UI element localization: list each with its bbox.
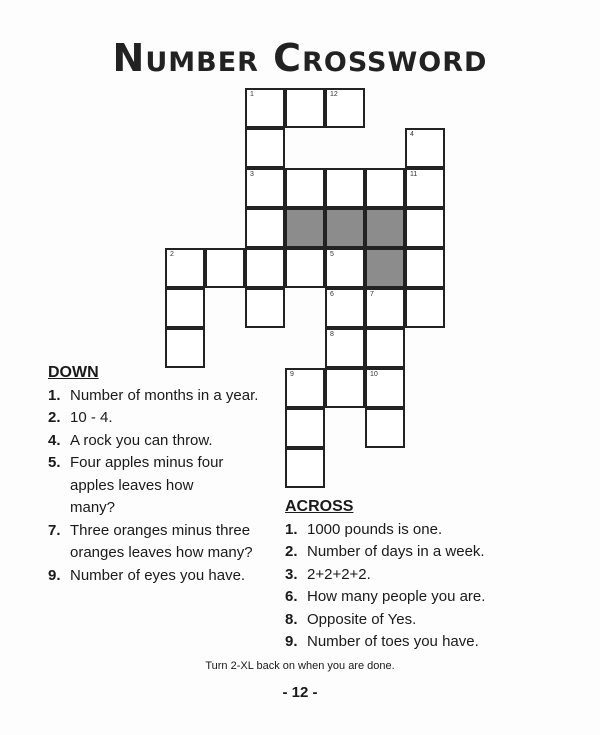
crossword-cell[interactable] (245, 168, 285, 208)
clue-text: Number of months in a year. (70, 386, 259, 404)
crossword-cell[interactable] (285, 448, 325, 488)
shaded-cell (365, 248, 405, 288)
cell-number: 6 (330, 291, 334, 298)
clue-number: 9. (285, 633, 298, 650)
crossword-cell[interactable] (325, 368, 365, 408)
crossword-cell[interactable] (405, 288, 445, 328)
crossword-cell[interactable] (365, 368, 405, 408)
crossword-cell[interactable] (165, 288, 205, 328)
clue-text: Four apples minus four apples leaves how many? (70, 454, 224, 516)
cell-number: 3 (250, 171, 254, 178)
clue-number: 1. (48, 386, 61, 404)
page-number: - 12 - (282, 684, 318, 701)
clue-number: 2. (285, 543, 298, 560)
clue-number: 6. (285, 588, 298, 605)
clue-item (48, 452, 240, 520)
crossword-cell[interactable] (365, 408, 405, 448)
crossword-cell[interactable] (245, 208, 285, 248)
clue-number: 4. (48, 431, 61, 449)
clue-number: 5. (48, 454, 61, 471)
clue-text: Three oranges minus three oranges leaves how many? (70, 521, 253, 561)
crossword-cell[interactable] (285, 368, 325, 408)
clue-number: 7. (48, 521, 61, 539)
crossword-cell[interactable] (325, 88, 365, 128)
cell-number: 5 (330, 251, 334, 258)
page-title: Number Crossword (112, 36, 488, 80)
cell-number: 2 (170, 251, 174, 258)
cell-number: 9 (290, 371, 294, 378)
crossword-cell[interactable] (365, 288, 405, 328)
crossword-cell[interactable] (245, 248, 285, 288)
crossword-cell[interactable] (325, 328, 365, 368)
clue-item (48, 407, 268, 430)
shaded-cell (325, 208, 365, 248)
clue-text: 2+2+2+2. (307, 565, 371, 583)
clue-text: 10 - 4. (70, 409, 113, 426)
clue-item (285, 564, 565, 587)
crossword-cell[interactable] (325, 168, 365, 208)
crossword-cell[interactable] (325, 248, 365, 288)
cell-number: 11 (410, 171, 418, 178)
clue-text: 1000 pounds is one. (307, 520, 443, 538)
clue-text: Number of days in a week. (307, 543, 485, 560)
clue-item (48, 520, 270, 565)
crossword-cell[interactable] (325, 288, 365, 328)
crossword-cell[interactable] (285, 88, 325, 128)
crossword-cell[interactable] (365, 328, 405, 368)
clue-item (48, 385, 268, 408)
clue-item (285, 519, 565, 542)
down-heading: DOWN (48, 364, 99, 381)
crossword-cell[interactable] (405, 168, 445, 208)
cell-number: 1 (250, 91, 254, 98)
across-clues (285, 496, 565, 654)
down-clues (48, 362, 268, 587)
crossword-cell[interactable] (245, 288, 285, 328)
clue-number: 1. (285, 520, 298, 538)
cell-number: 10 (370, 371, 378, 378)
clue-item (48, 430, 268, 453)
clue-text: Number of eyes you have. (70, 566, 246, 584)
clue-number: 8. (285, 610, 298, 628)
clue-item (48, 565, 270, 588)
footer-note: Turn 2-XL back on when you are done. (205, 660, 395, 672)
crossword-cell[interactable] (165, 248, 205, 288)
clue-number: 2. (48, 409, 61, 426)
clue-text: A rock you can throw. (70, 431, 213, 449)
clue-number: 3. (285, 565, 298, 583)
across-heading: ACROSS (285, 498, 354, 515)
crossword-cell[interactable] (365, 168, 405, 208)
crossword-cell[interactable] (245, 88, 285, 128)
crossword-cell[interactable] (405, 208, 445, 248)
shaded-cell (365, 208, 405, 248)
clue-number: 9. (48, 566, 61, 584)
clue-text: Number of toes you have. (307, 633, 479, 650)
crossword-cell[interactable] (405, 248, 445, 288)
shaded-cell (285, 208, 325, 248)
crossword-cell[interactable] (285, 248, 325, 288)
clue-text: How many people you are. (307, 588, 486, 605)
crossword-cell[interactable] (285, 168, 325, 208)
crossword-cell[interactable] (205, 248, 245, 288)
cell-number: 4 (410, 131, 414, 138)
cell-number: 12 (330, 91, 338, 98)
clue-item (285, 541, 565, 564)
clue-text: Opposite of Yes. (307, 610, 417, 628)
crossword-cell[interactable] (405, 128, 445, 168)
crossword-cell[interactable] (245, 128, 285, 168)
clue-item (285, 586, 565, 609)
cell-number: 7 (370, 291, 374, 298)
clue-item (285, 609, 565, 632)
clue-item (285, 631, 565, 654)
crossword-cell[interactable] (285, 408, 325, 448)
cell-number: 8 (330, 331, 334, 338)
